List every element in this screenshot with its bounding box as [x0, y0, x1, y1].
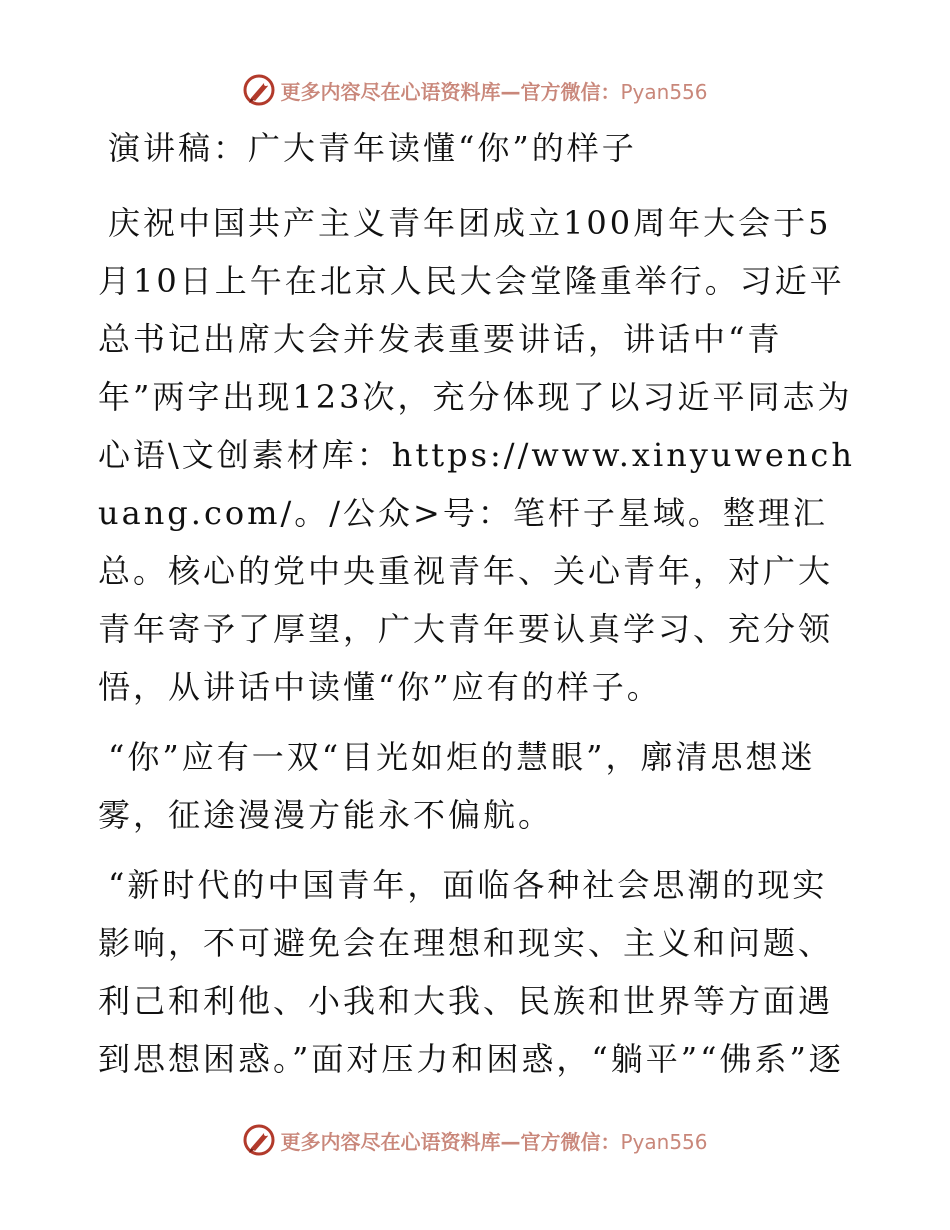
wechat-id: Pyan556: [620, 1129, 708, 1154]
header-watermark-banner: [0, 70, 950, 110]
document-body: [98, 122, 858, 1088]
document-title: 演讲稿：广大青年读懂“你”的样子: [108, 129, 637, 167]
watermark-text: 更多内容尽在心语资料库—官方微信：Pyan556: [280, 1129, 708, 1154]
wechat-id: Pyan556: [620, 79, 708, 104]
paragraph-2: “你”应有一双“目光如炬的慧眼”，廓清思想迷雾，征途漫漫方能永不偏航。: [98, 738, 816, 834]
watermark-text: 更多内容尽在心语资料库—官方微信：Pyan556: [280, 79, 708, 104]
footer-watermark-banner: [0, 1120, 950, 1160]
paragraph-1: 庆祝中国共产主义青年团成立100周年大会于5月10日上午在北京人民大会堂隆重举行。习近平总书记出席大会并发表重要讲话，讲话中“青年”两字出现123次，充分体现了以习近平同志为心语\文创素材库：https://www.xinyuwenchuang.com/。/公众>号：笔杆子星域。整理汇总。核心的党中央重视青年、关心青年，对广大青年寄予了厚望，广大青年要认真学习、充分领悟，从讲话中读懂“你”应有的样子。: [98, 204, 855, 706]
paragraph-3: “新时代的中国青年，面临各种社会思潮的现实影响，不可避免会在理想和现实、主义和问题、利己和利他、小我和大我、民族和世界等方面遇到思想困惑。”面对压力和困惑，“躺平”“佛系”逐: [98, 866, 844, 1078]
pen-circle-logo-icon: [242, 73, 276, 107]
pen-circle-logo-icon: [242, 1123, 276, 1157]
